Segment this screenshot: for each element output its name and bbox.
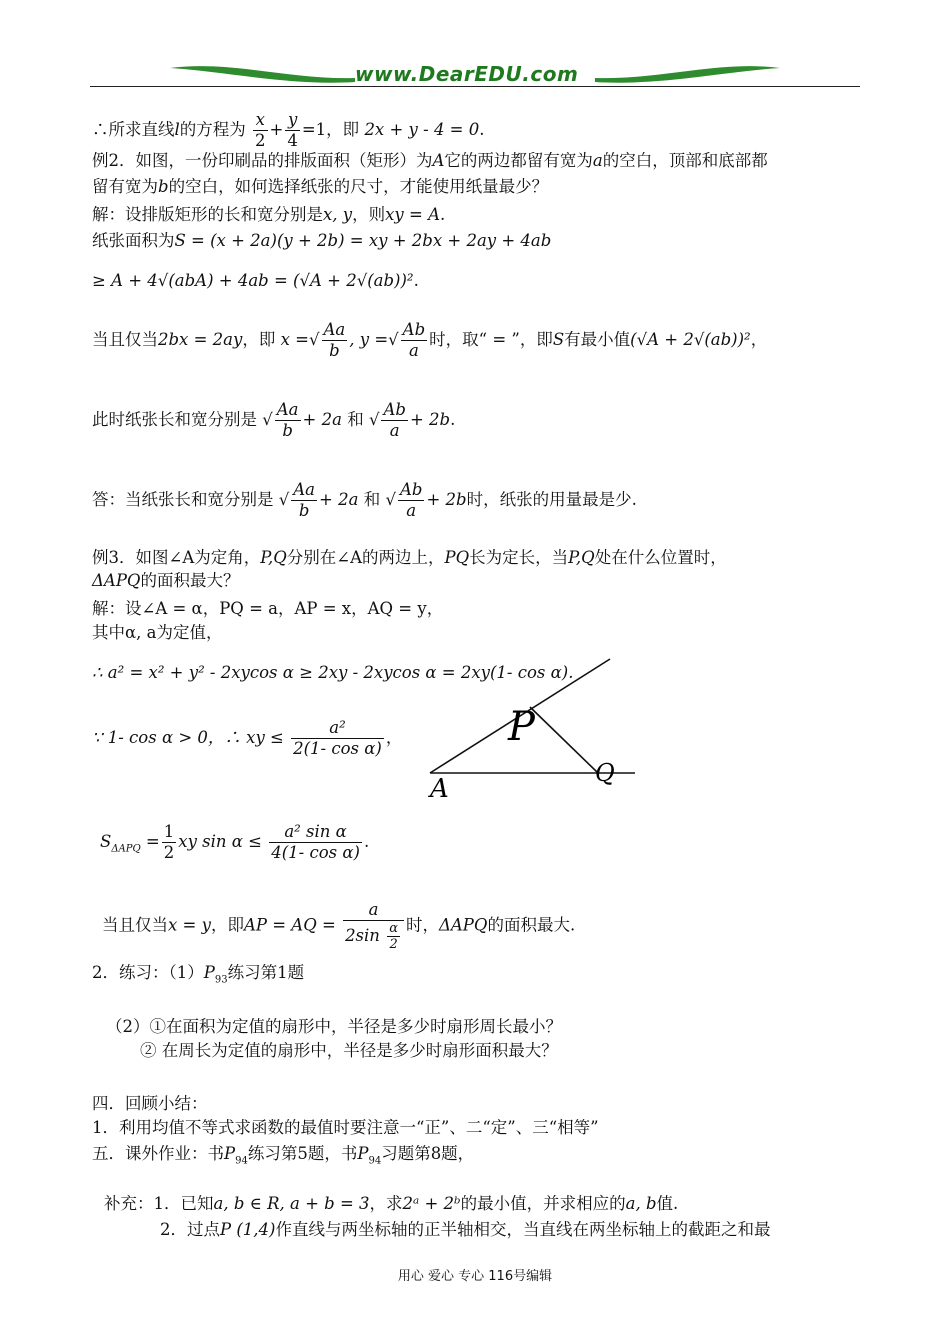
when-equal-line: 当且仅当x = y，即AP = AQ = a 2sin $\frac{\alpha}{2}$ 时，ΔAPQ的面积最大. bbox=[102, 900, 576, 952]
label-P: P bbox=[508, 704, 535, 750]
equality-condition: 当且仅当2bx = 2ay，即 x =√ $\frac{Aa}{b}$ , y =√ $\frac{Ab}{a}$ 时，取“ = ”，即S有最小值(√A + 2√(ab))²， bbox=[92, 320, 768, 360]
summary-title: 四．回顾小结： bbox=[92, 1094, 208, 1113]
example2-text-line1: 例2．如图，一份印刷品的排版面积（矩形）为A它的两边都留有宽为a的空白，顶部和底部都 bbox=[92, 151, 768, 170]
label-A: A bbox=[430, 774, 449, 804]
inequality-line: ≥ A + 4√(abA) + 4ab = (√A + 2√(ab))². bbox=[92, 271, 419, 290]
example3-text-line2: ΔAPQ的面积最大？ bbox=[92, 571, 240, 590]
supplement-1: 补充：1．已知a, b ∈ R, a + b = 3，求2ᵃ + 2ᵇ的最小值，并求相应的a, b值. bbox=[104, 1194, 679, 1213]
solution3-constants: 其中α, a为定值， bbox=[92, 623, 223, 642]
area-formula: $S_{\Delta APQ}$ = $\frac{1}{2}$ xy sin α ≤ $\frac{\text{a² sin α}}{\text{4(1- cos α)}}$ . bbox=[100, 822, 370, 862]
solution3-setup: 解：设∠A = α，PQ = a，AP = x，AQ = y， bbox=[92, 599, 444, 618]
header-rule bbox=[90, 86, 860, 87]
label-Q: Q bbox=[595, 759, 615, 787]
example2-text-line2: 留有宽为b的空白，如何选择纸张的尺寸，才能使用纸量最少？ bbox=[92, 177, 549, 196]
example3-text-line1: 例3．如图∠A为定角，P,Q分别在∠A的两边上，PQ长为定长，当P,Q处在什么位置时， bbox=[92, 548, 727, 567]
practice-line2: （2）①在面积为定值的扇形中，半径是多少时扇形周长最小？ bbox=[106, 1017, 562, 1036]
since-line: ∵ 1- cos α > 0，∴ xy ≤ $\frac{\text{a²}}{\text{2(1- cos α)}}$ ， bbox=[92, 718, 403, 758]
line-equation: ∴所求直线l的方程为 $\frac{x}{2}$ + $\frac{y}{4}$ =1，即 2x + y - 4 = 0. bbox=[92, 110, 485, 150]
homework-line: 五．课外作业：书$P_{94}$练习第5题，书$P_{94}$习题第8题， bbox=[92, 1144, 475, 1167]
paper-area-equation: 纸张面积为S = (x + 2a)(y + 2b) = xy + 2bx + 2ay + 4ab bbox=[92, 231, 552, 250]
paper-dimensions: 此时纸张长和宽分别是 √ $\frac{Aa}{b}$ + 2a 和 √ $\frac{Ab}{a}$ + 2b. bbox=[92, 400, 456, 440]
summary-item1: 1．利用均值不等式求函数的最值时要注意一“正”、二“定”、三“相等” bbox=[92, 1118, 599, 1137]
answer2: 答：当纸张长和宽分别是 √ $\frac{Aa}{b}$ + 2a 和 √ $\frac{Ab}{a}$ + 2b时，纸张的用量最是少. bbox=[92, 480, 637, 520]
practice-line1: 2．练习：$(1)P_{93}$练习第1题 bbox=[92, 963, 305, 986]
practice-line3: ② 在周长为定值的扇形中，半径是多少时扇形面积最大？ bbox=[140, 1041, 558, 1060]
header-logo-text: www.DearEDU.com bbox=[355, 62, 579, 86]
triangle-figure bbox=[420, 655, 645, 805]
solution2-setup: 解：设排版矩形的长和宽分别是x, y，则xy = A. bbox=[92, 205, 446, 224]
law-of-cosines-line: ∴ a² = x² + y² - 2xycos α ≥ 2xy - 2xycos α = 2xy(1- cos α). bbox=[92, 663, 574, 682]
page-footer: 用心 爱心 专心 116号编辑 bbox=[397, 1269, 553, 1284]
supplement-2: 2．过点P (1,4)作直线与两坐标轴的正半轴相交，当直线在两坐标轴上的截距之和最 bbox=[160, 1220, 771, 1239]
